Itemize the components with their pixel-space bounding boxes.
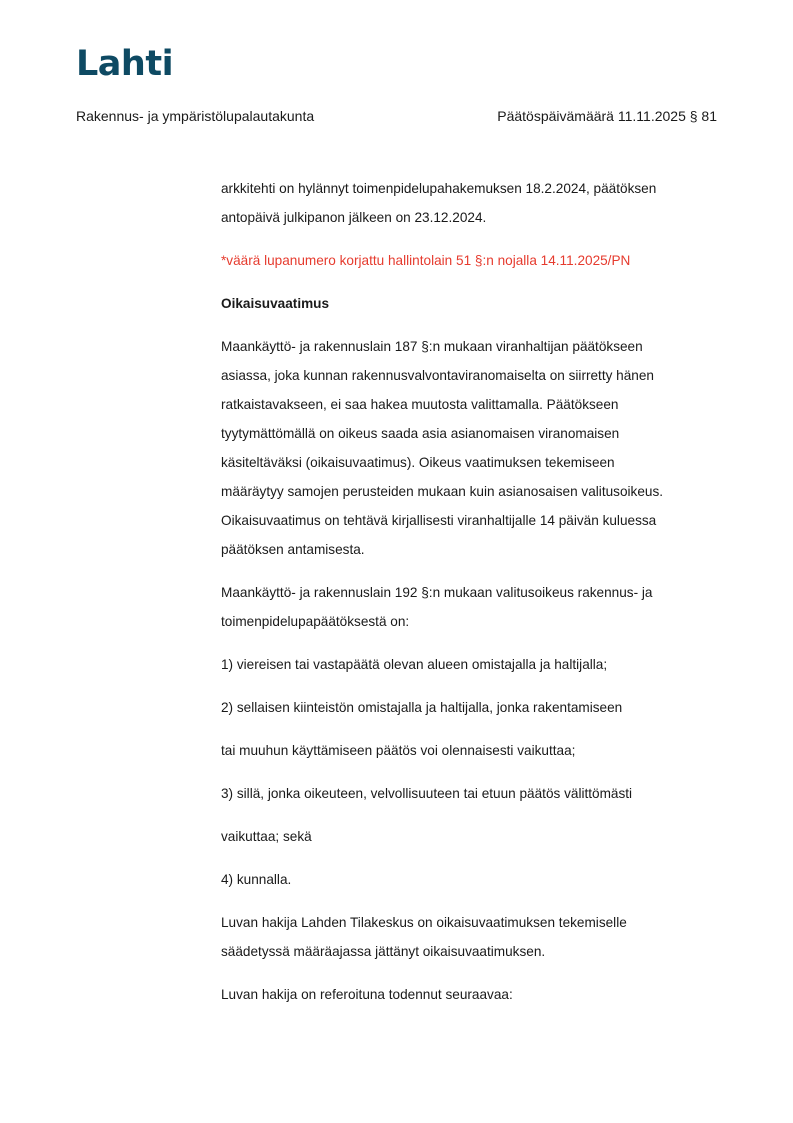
document-body: [221, 174, 726, 1023]
text-line: säädetyssä määräajassa jättänyt oikaisuvaatimuksen.: [221, 944, 546, 959]
list-item-3-continued: vaikuttaa; sekä: [221, 829, 312, 844]
text-line: Maankäyttö- ja rakennuslain 192 §:n mukaan valitusoikeus rakennus- ja: [221, 585, 653, 600]
decision-reference: Päätöspäivämäärä 11.11.2025 § 81: [497, 108, 717, 124]
paragraph-appeal-right: [221, 578, 726, 636]
text-line: Maankäyttö- ja rakennuslain 187 §:n mukaan viranhaltijan päätökseen: [221, 339, 643, 354]
list-item-4: 4) kunnalla.: [221, 872, 292, 887]
text-line: arkkitehti on hylännyt toimenpidelupahakemuksen 18.2.2024, päätöksen: [221, 181, 657, 196]
text-line: määräytyy samojen perusteiden mukaan kuin asianosaisen valitusoikeus.: [221, 484, 664, 499]
paragraph-applicant: [221, 908, 726, 966]
lahti-logo: Lahti: [76, 44, 174, 84]
text-line: Luvan hakija Lahden Tilakeskus on oikaisuvaatimuksen tekemiselle: [221, 915, 627, 930]
text-line: päätöksen antamisesta.: [221, 542, 365, 557]
text-line: käsiteltäväksi (oikaisuvaatimus). Oikeus vaatimuksen tekemiseen: [221, 455, 615, 470]
text-line: Oikaisuvaatimus on tehtävä kirjallisesti viranhaltijalle 14 päivän kuluessa: [221, 513, 657, 528]
list-item-3: 3) sillä, jonka oikeuteen, velvollisuuteen tai etuun päätös välittömästi: [221, 786, 633, 801]
paragraph-rectification: [221, 332, 726, 564]
list-item-1: 1) viereisen tai vastapäätä olevan alueen omistajalla ja haltijalla;: [221, 657, 608, 672]
paragraph-decision: [221, 174, 726, 232]
text-line: asiassa, joka kunnan rakennusvalvontaviranomaiselta on siirretty hänen: [221, 368, 654, 383]
text-line: toimenpidelupapäätöksestä on:: [221, 614, 410, 629]
organization-name: Rakennus- ja ympäristölupalautakunta: [76, 108, 315, 124]
paragraph-summary: Luvan hakija on referoituna todennut seuraavaa:: [221, 987, 513, 1002]
text-line: tyytymättömällä on oikeus saada asia asianomaisen viranomaisen: [221, 426, 620, 441]
section-heading: Oikaisuvaatimus: [221, 296, 330, 311]
text-line: antopäivä julkipanon jälkeen on 23.12.2024.: [221, 210, 487, 225]
list-item-2: [221, 693, 726, 722]
text-line: 2) sellaisen kiinteistön omistajalla ja haltijalla, jonka rakentamiseen: [221, 700, 623, 715]
text-line: ratkaistavakseen, ei saa hakea muutosta valittamalla. Päätökseen: [221, 397, 619, 412]
list-item-2-continued: tai muuhun käyttämiseen päätös voi olennaisesti vaikuttaa;: [221, 743, 576, 758]
correction-note: *väärä lupanumero korjattu hallintolain 51 §:n nojalla 14.11.2025/PN: [221, 253, 631, 268]
